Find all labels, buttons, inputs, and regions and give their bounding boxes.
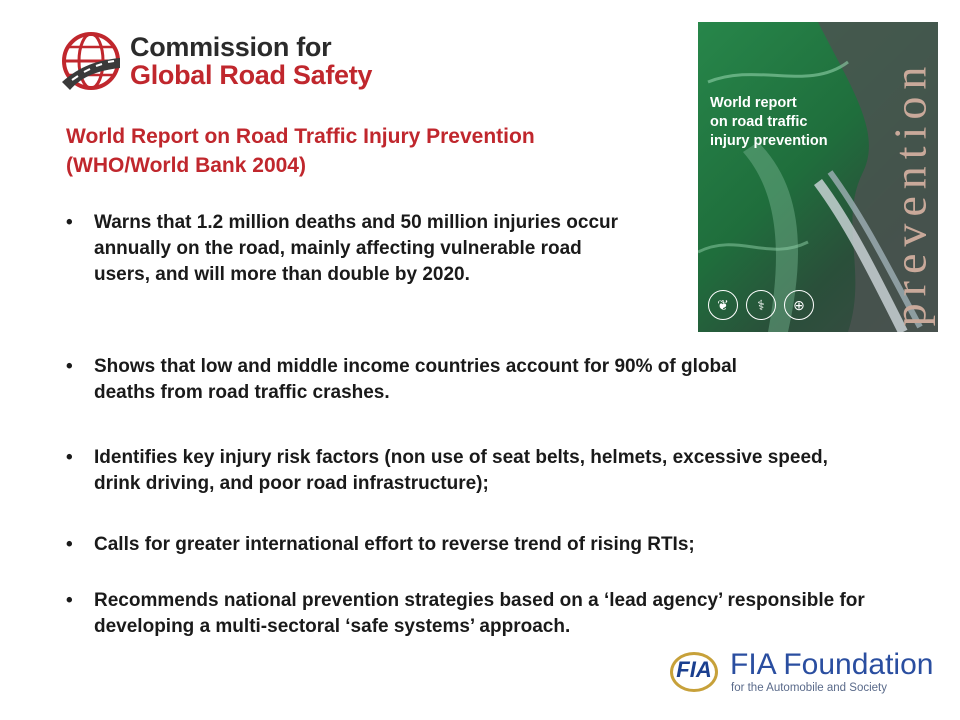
bullet-marker: • — [66, 590, 73, 611]
report-heading — [66, 122, 686, 180]
cover-emblems — [708, 290, 818, 320]
bullet-text: Recommends national prevention strategies based on a ‘lead agency’ responsible for developing a multi-sectoral ‘safe systems’ approach. — [94, 590, 865, 637]
list-item — [66, 445, 846, 497]
cover-vertical-text — [874, 48, 936, 332]
fia-badge-text: FIA — [676, 657, 712, 682]
list-item — [66, 588, 896, 640]
heading-line1: World Report on Road Traffic Injury Prevention — [66, 125, 535, 148]
bullet-marker: • — [66, 356, 73, 377]
fia-badge-icon — [664, 650, 724, 694]
wreath-icon: ❦ — [708, 290, 738, 320]
cover-title — [710, 94, 860, 151]
bullet-text: Warns that 1.2 million deaths and 50 million injuries occur annually on the road, mainly affecting vulnerable road users, and will more than double by 2020. — [94, 212, 619, 285]
worldbank-icon: ⊕ — [784, 290, 814, 320]
cover-title-line3: injury prevention — [710, 133, 828, 149]
list-item — [66, 354, 786, 406]
who-icon: ⚕ — [746, 290, 776, 320]
cover-title-line2: on road traffic — [710, 114, 808, 130]
fia-name: FIA Foundation — [730, 648, 934, 681]
bullet-text: Calls for greater international effort to reverse trend of rising RTIs; — [94, 534, 695, 555]
bullet-text: Shows that low and middle income countries account for 90% of global deaths from road traffic crashes. — [94, 356, 737, 403]
org-name-line1: Commission for — [130, 32, 332, 62]
cover-vertical-word: prevention — [884, 59, 936, 327]
fia-foundation-logo — [664, 648, 934, 698]
report-cover-image — [698, 22, 938, 332]
bullet-marker: • — [66, 212, 73, 233]
bullet-marker: • — [66, 534, 73, 555]
heading-line2: (WHO/World Bank 2004) — [66, 154, 306, 177]
cover-title-line1: World report — [710, 95, 797, 111]
list-item — [66, 532, 866, 558]
fia-tagline: for the Automobile and Society — [731, 682, 887, 694]
list-item — [66, 210, 626, 288]
cgrs-logo — [60, 26, 380, 94]
bullet-text: Identifies key injury risk factors (non use of seat belts, helmets, excessive speed, drink driving, and poor road infrastructure); — [94, 447, 828, 494]
globe-road-icon — [60, 30, 122, 92]
org-name-line2: Global Road Safety — [130, 60, 373, 90]
bullet-marker: • — [66, 447, 73, 468]
